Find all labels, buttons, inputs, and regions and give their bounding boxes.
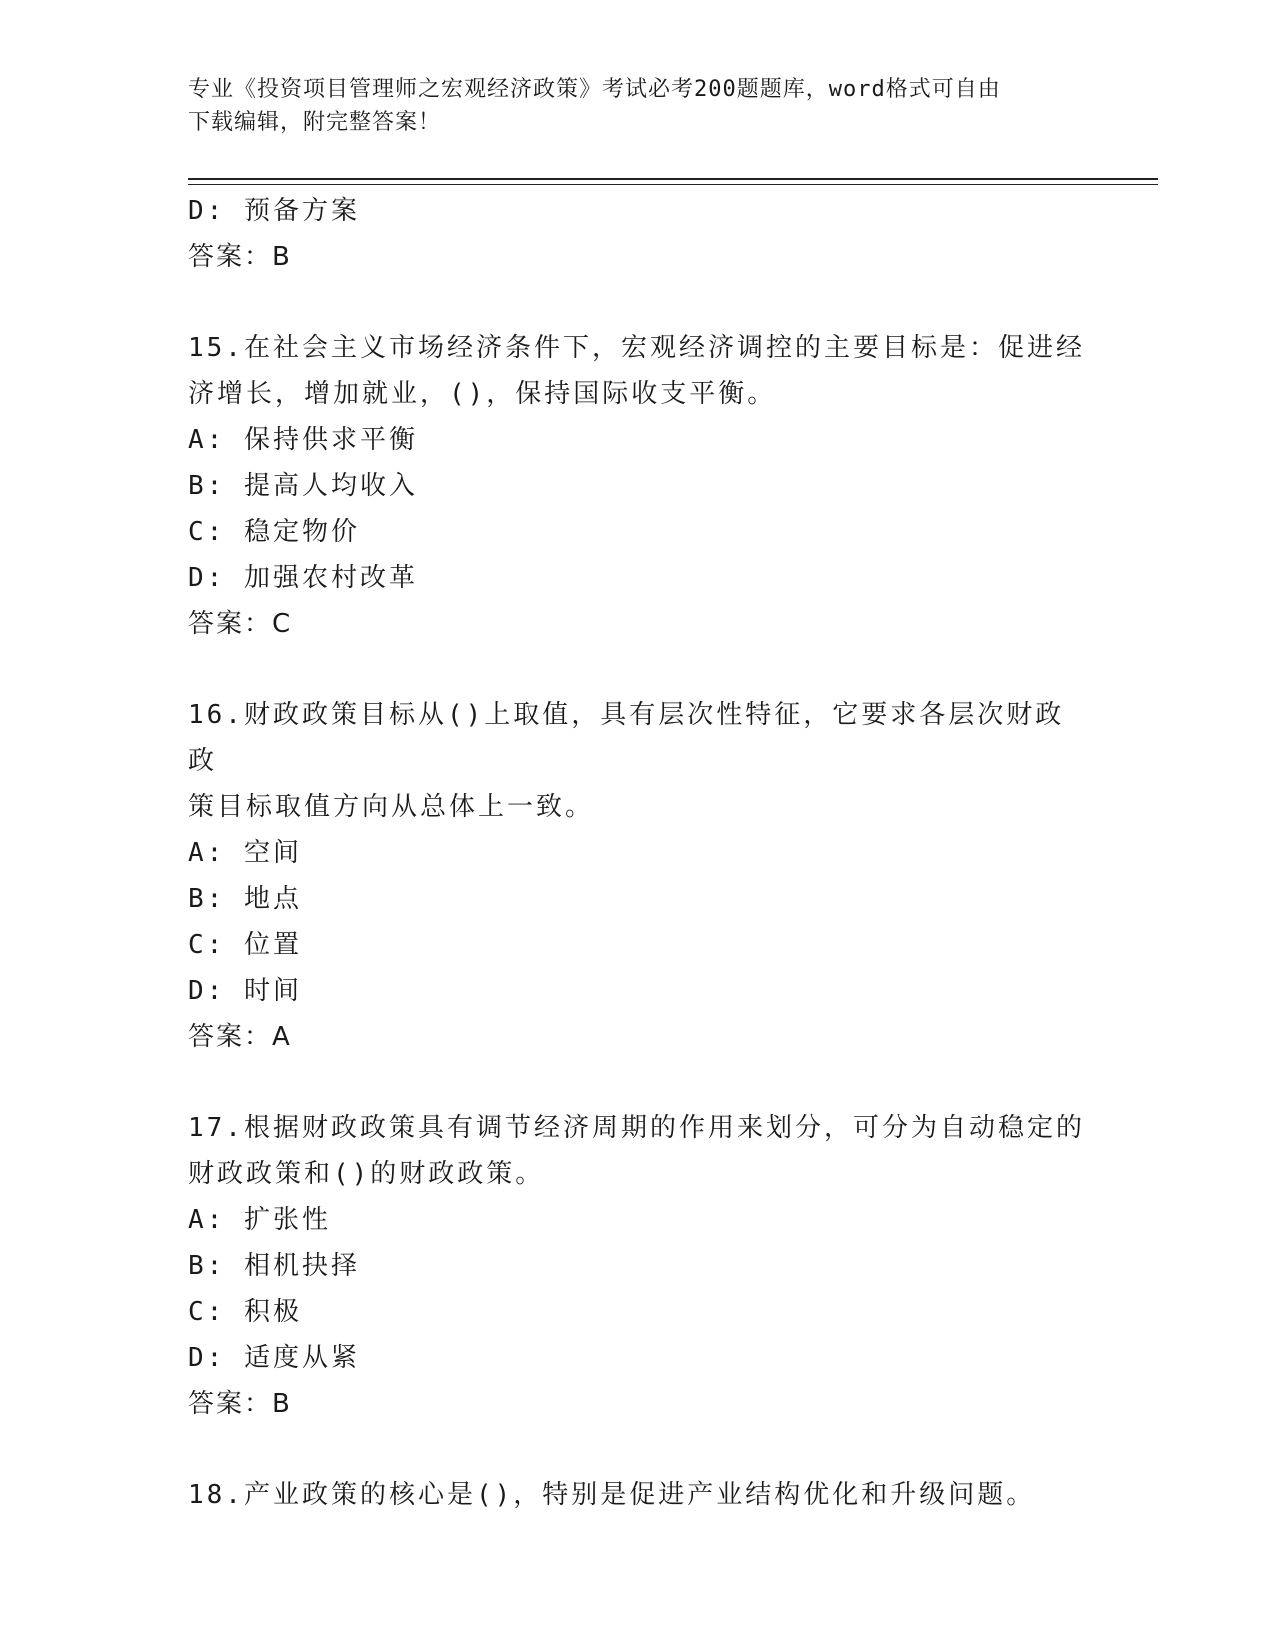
question-15: [188, 325, 1088, 647]
option-d: D: 时间: [188, 976, 302, 1006]
question-17: [188, 1105, 1088, 1427]
option-a: A: 扩张性: [188, 1205, 331, 1235]
question-list: [188, 188, 1088, 1518]
question-text-line-2: 济增长，增加就业，()，保持国际收支平衡。: [188, 379, 777, 409]
question-text-line-1: 17.根据财政政策具有调节经济周期的作用来划分，可分为自动稳定的: [188, 1113, 1085, 1143]
question-18: [188, 1472, 1088, 1518]
header-divider-thin: [188, 184, 1158, 185]
answer-line: 答案：C: [188, 609, 293, 639]
option-c: C: 位置: [188, 930, 302, 960]
question-16: [188, 692, 1088, 1060]
option-b: B: 地点: [188, 884, 302, 914]
header-line-2: 下载编辑，附完整答案！: [188, 110, 442, 135]
question-text-line-1: 16.财政政策目标从()上取值，具有层次性特征，它要求各层次财政政: [188, 700, 1065, 776]
option-b: B: 提高人均收入: [188, 471, 418, 501]
previous-question-tail: [188, 188, 1088, 280]
header-line-1: 专业《投资项目管理师之宏观经济政策》考试必考200题题库，word格式可自由: [188, 77, 1001, 102]
option-d: D: 适度从紧: [188, 1343, 360, 1373]
question-text-line-2: 财政政策和()的财政政策。: [188, 1159, 545, 1189]
option-b: B: 相机抉择: [188, 1251, 360, 1281]
option-c: C: 积极: [188, 1297, 302, 1327]
answer-line: 答案：A: [188, 1022, 292, 1052]
question-text-line-1: 18.产业政策的核心是()，特别是促进产业结构优化和升级问题。: [188, 1480, 1036, 1510]
answer-line: 答案：B: [188, 1389, 292, 1419]
option-d: D: 预备方案: [188, 196, 360, 226]
option-c: C: 稳定物价: [188, 517, 360, 547]
option-d: D: 加强农村改革: [188, 563, 418, 593]
option-a: A: 空间: [188, 838, 302, 868]
answer-line: 答案：B: [188, 242, 292, 272]
question-text-line-1: 15.在社会主义市场经济条件下，宏观经济调控的主要目标是：促进经: [188, 333, 1085, 363]
option-a: A: 保持供求平衡: [188, 425, 418, 455]
header-divider-thick: [188, 178, 1158, 180]
question-text-line-2: 策目标取值方向从总体上一致。: [188, 792, 595, 822]
document-header: [188, 73, 1078, 139]
